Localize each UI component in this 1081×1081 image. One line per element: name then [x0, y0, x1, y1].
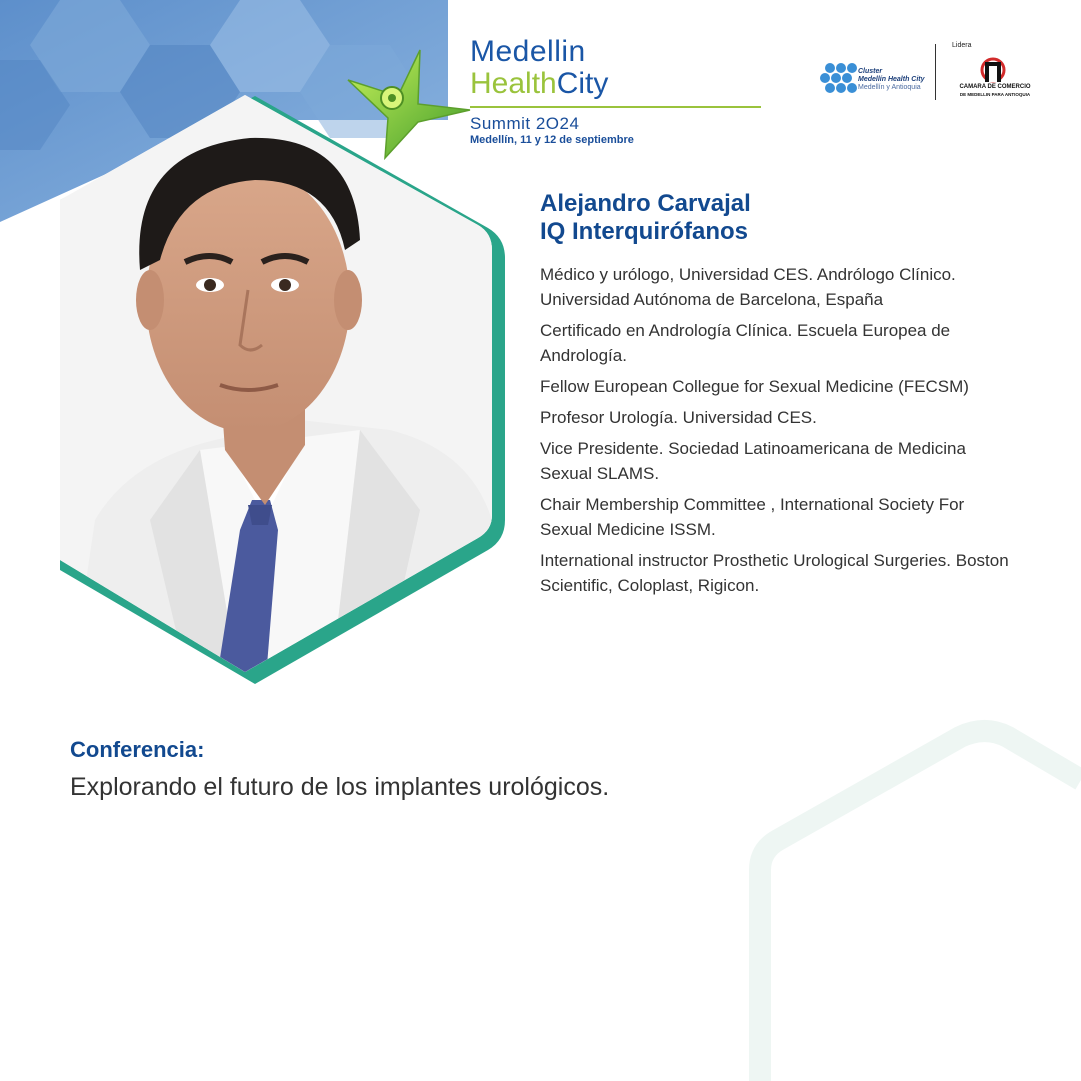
- brand-divider: [470, 106, 761, 108]
- bio-item: Profesor Urología. Universidad CES.: [540, 408, 817, 427]
- summit-label: Summit 2O24: [470, 114, 580, 133]
- decor-hexagon: [760, 731, 1081, 1081]
- partner-divider: [935, 44, 936, 100]
- bio-item: Fellow European Collegue for Sexual Medicine (FECSM): [540, 377, 969, 396]
- bio-item: International instructor Prosthetic Urological Surgeries. Boston Scientific, Coloplast, Rigicon.: [540, 551, 1009, 595]
- bio-item: Certificado en Andrología Clínica. Escuela Europea de Andrología.: [540, 321, 951, 365]
- brand-health: Health: [470, 67, 557, 100]
- speaker-bio: [540, 262, 1010, 604]
- conference-title: Explorando el futuro de los implantes urológicos.: [70, 773, 610, 801]
- bio-item: Chair Membership Committee , International Society For Sexual Medicine ISSM.: [540, 495, 965, 539]
- event-brand: [470, 35, 770, 146]
- conference-label: Conferencia:: [70, 737, 205, 762]
- speaker-photo: [40, 90, 510, 690]
- camara-logo-text: CAMARA DE COMERCIO DE MEDELLIN PARA ANTIOQUIA: [959, 84, 1031, 97]
- brand-city: City: [556, 67, 609, 100]
- bio-item: Vice Presidente. Sociedad Latinoamericana de Medicina Sexual SLAMS.: [540, 439, 966, 483]
- event-date: Medellín, 11 y 12 de septiembre: [470, 134, 634, 146]
- brand-healthcity: [470, 68, 770, 100]
- lidera-label: Lidera: [952, 42, 972, 49]
- speaker-organization: IQ Interquirófanos: [540, 218, 749, 245]
- partner-logos: [820, 40, 1050, 110]
- cluster-logo-text: Cluster Medellín Health City Medellín y Antioquia: [858, 68, 925, 91]
- speaker-name: Alejandro Carvajal: [540, 190, 751, 217]
- bio-item: Médico y urólogo, Universidad CES. Andrólogo Clínico. Universidad Autónoma de Barcelona, España: [540, 265, 956, 309]
- speaker-heading: [540, 190, 1020, 246]
- brand-medellin: Medellin: [470, 35, 586, 68]
